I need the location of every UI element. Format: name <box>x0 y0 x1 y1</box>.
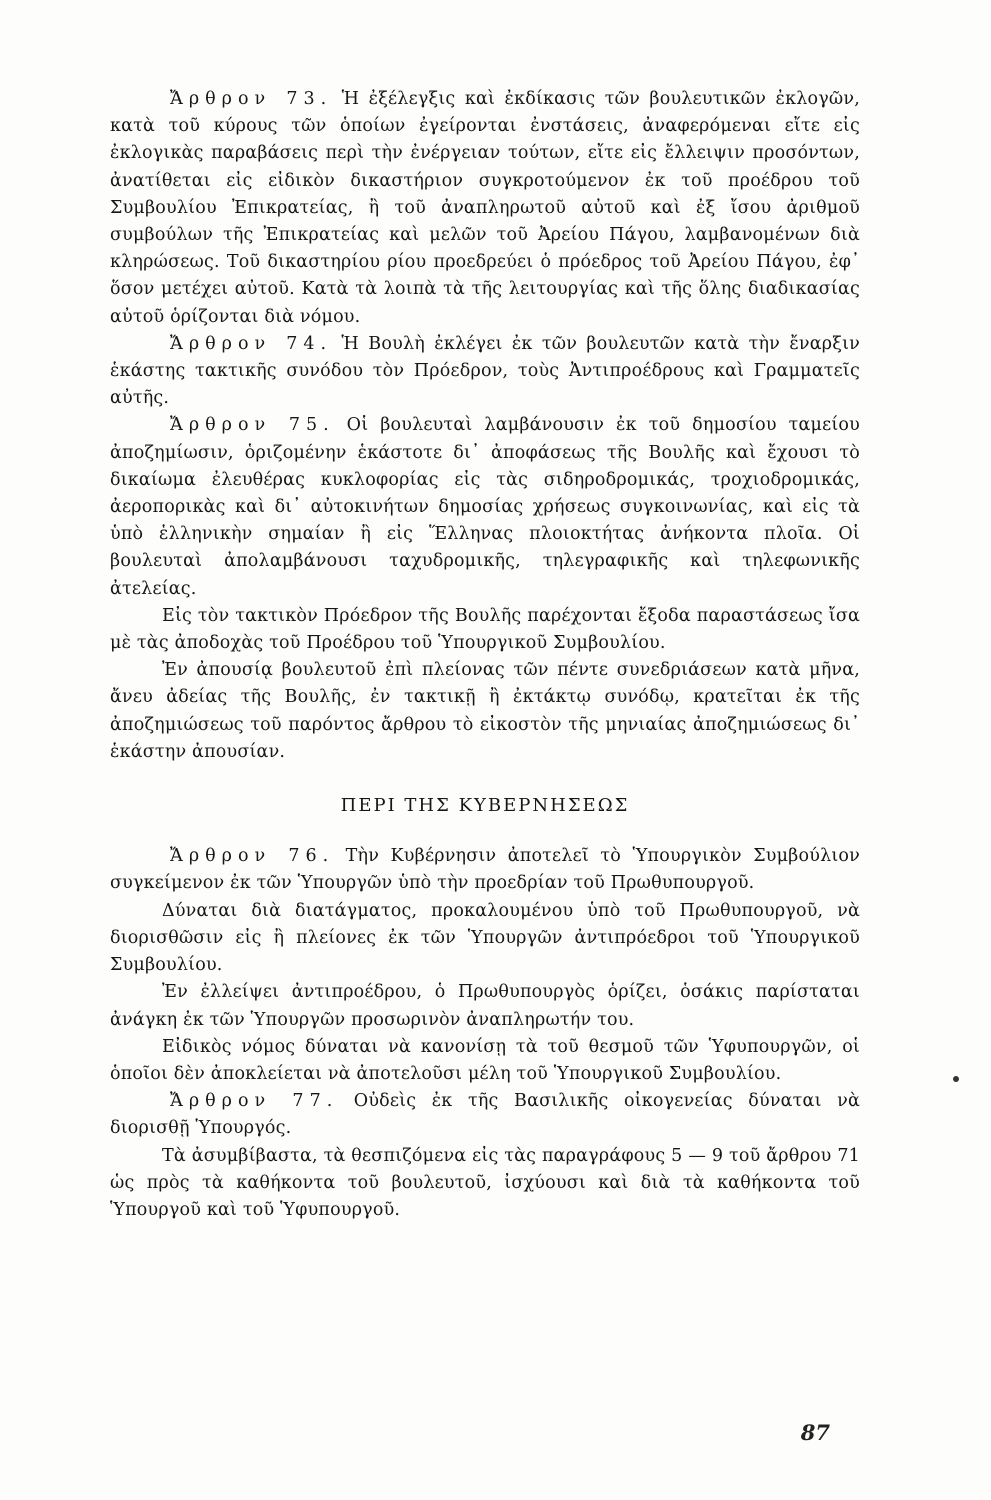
article-76-paragraph: Ἐν ἐλλείψει ἀντιπροέδρου, ὁ Πρωθυπουργὸς ὁρίζει, ὁσάκις παρίσταται ἀνάγκη ἐκ τῶν Ὑπουργῶν προσωρινὸν ἀναπληρωτήν του. <box>110 982 860 1030</box>
article-76-paragraph: Εἰδικὸς νόμος δύναται νὰ κανονίσῃ τὰ τοῦ θεσμοῦ τῶν Ὑφυπουργῶν, οἱ ὁποῖοι δὲν ἀποκλείεται νὰ ἀποτελοῦσι μέλη τοῦ Ὑπουργικοῦ Συμβουλίου. <box>110 1036 860 1084</box>
article-76 <box>110 843 860 897</box>
article-77-paragraph: Τὰ ἀσυμβίβαστα, τὰ θεσπιζόμενα εἰς τὰς παραγράφους 5 — 9 τοῦ ἄρθρου 71 ὡς πρὸς τὰ καθήκοντα τοῦ βουλευτοῦ, ἰσχύουσι καὶ διὰ τὰ καθήκοντα τοῦ Ὑπουργοῦ καὶ τοῦ Ὑφυπουργοῦ. <box>110 1145 860 1220</box>
ink-speck <box>953 1076 959 1082</box>
article-77 <box>110 1088 860 1142</box>
article-text: Οὐδεὶς ἐκ τῆς Βασιλικῆς οἰκογενείας δύναται νὰ διορισθῇ Ὑπουργός. <box>110 1091 860 1139</box>
article-74 <box>110 331 860 413</box>
section-heading: ΠΕΡΙ ΤΗΣ ΚΥΒΕΡΝΗΣΕΩΣ <box>340 795 630 817</box>
page-text-block <box>110 86 860 1224</box>
article-text: Ἡ ἐξέλεγξις καὶ ἐκδίκασις τῶν βουλευτικῶν ἐκλογῶν, κατὰ τοῦ κύρους τῶν ὁποίων ἐγείρονται ἐνστάσεις, ἀναφερόμεναι εἴτε εἰς ἐκλογικὰς παραβάσεις περὶ τὴν ἐνέργειαν τούτων, εἴτε εἰς ἔλλειψιν προσόντων, ἀνατίθεται εἰς εἰδικὸν δικαστήριον συγκροτούμενον ἐκ τοῦ προέδρου τοῦ Συμβουλίου Ἐπικρατείας, ἢ τοῦ ἀναπληρωτοῦ αὐτοῦ καὶ ἐξ ἴσου ἀριθμοῦ συμβούλων τῆς Ἐπικρατείας καὶ μελῶν τοῦ Ἀρείου Πάγου, λαμβανομένων διὰ κληρώσεως. Τοῦ δικαστηρίου ρίου προεδρεύει ὁ πρόεδρος τοῦ Ἀρείου Πάγου, ἐφ᾽ ὅσον μετέχει αὐτοῦ. Κατὰ τὰ λοιπὰ τὰ τῆς λειτουργίας καὶ τῆς ὅλης διαδικασίας αὐτοῦ ὁρίζονται διὰ νόμου. <box>110 89 860 327</box>
article-label: Ἄρθρον 77. <box>170 1091 339 1112</box>
article-76-paragraph: Δύναται διὰ διατάγματος, προκαλουμένου ὑπὸ τοῦ Πρωθυπουργοῦ, νὰ διορισθῶσιν εἰς ἢ πλείονες ἐκ τῶν Ὑπουργῶν ἀντιπρόεδροι τοῦ Ὑπουργικοῦ Συμβουλίου. <box>110 900 860 976</box>
article-text: Τὴν Κυβέρνησιν ἀποτελεῖ τὸ Ὑπουργικὸν Συμβούλιον συγκείμενον ἐκ τῶν Ὑπουργῶν ὑπὸ τὴν προεδρίαν τοῦ Πρωθυπουργοῦ. <box>110 846 860 894</box>
article-text: Ἡ Βουλὴ ἐκλέγει ἐκ τῶν βουλευτῶν κατὰ τὴν ἔναρξιν ἑκάστης τακτικῆς συνόδου τὸν Πρόεδρον, τοὺς Ἀντιπροέδρους καὶ Γραμματεῖς αὐτῆς. <box>110 333 860 409</box>
article-label: Ἄρθρον 73. <box>170 89 333 109</box>
article-text: Οἱ βουλευταὶ λαμβάνουσιν ἐκ τοῦ δημοσίου ταμείου ἀποζημίωσιν, ὁριζομένην ἑκάστοτε δι᾽ ἀποφάσεως τῆς Βουλῆς καὶ ἔχουσι τὸ δικαίωμα ἐλευθέρας κυκλοφορίας εἰς τὰς σιδηροδρομικάς, τροχιοδρομικάς, ἀεροπορικὰς καὶ δι᾽ αὐτοκινήτων δημοσίας χρήσεως συγκοινωνίας, καὶ εἰς τὰ ὑπὸ ἑλληνικὴν σημαίαν ἢ εἰς Ἕλληνας πλοιοκτήτας ἀνήκοντα πλοῖα. Οἱ βουλευταὶ ἀπολαμβάνουσι ταχυδρομικῆς, τηλεγραφικῆς καὶ τηλεφωνικῆς ἀτελείας. <box>110 415 860 599</box>
article-75-paragraph: Εἰς τὸν τακτικὸν Πρόεδρον τῆς Βουλῆς παρέχονται ἔξοδα παραστάσεως ἴσα μὲ τὰς ἀποδοχὰς τοῦ Προέδρου τοῦ Ὑπουργικοῦ Συμβουλίου. <box>110 605 860 654</box>
article-75 <box>110 412 860 602</box>
page-number: 87 <box>800 1420 830 1445</box>
article-label: Ἄρθρον 74. <box>170 333 333 354</box>
article-label: Ἄρθρον 75. <box>170 415 335 436</box>
article-label: Ἄρθρον 76. <box>170 846 335 867</box>
article-73 <box>110 86 860 331</box>
article-75-paragraph: Ἐν ἀπουσίᾳ βουλευτοῦ ἐπὶ πλείονας τῶν πέντε συνεδριάσεων κατὰ μῆνα, ἄνευ ἀδείας τῆς Βουλῆς, ἐν τακτικῇ ἢ ἐκτάκτῳ συνόδῳ, κρατεῖται ἐκ τῆς ἀποζημιώσεως τοῦ παρόντος ἄρθρου τὸ εἰκοστὸν τῆς μηνιαίας ἀποζημιώσεως δι᾽ ἑκάστην ἀπουσίαν. <box>110 660 860 762</box>
